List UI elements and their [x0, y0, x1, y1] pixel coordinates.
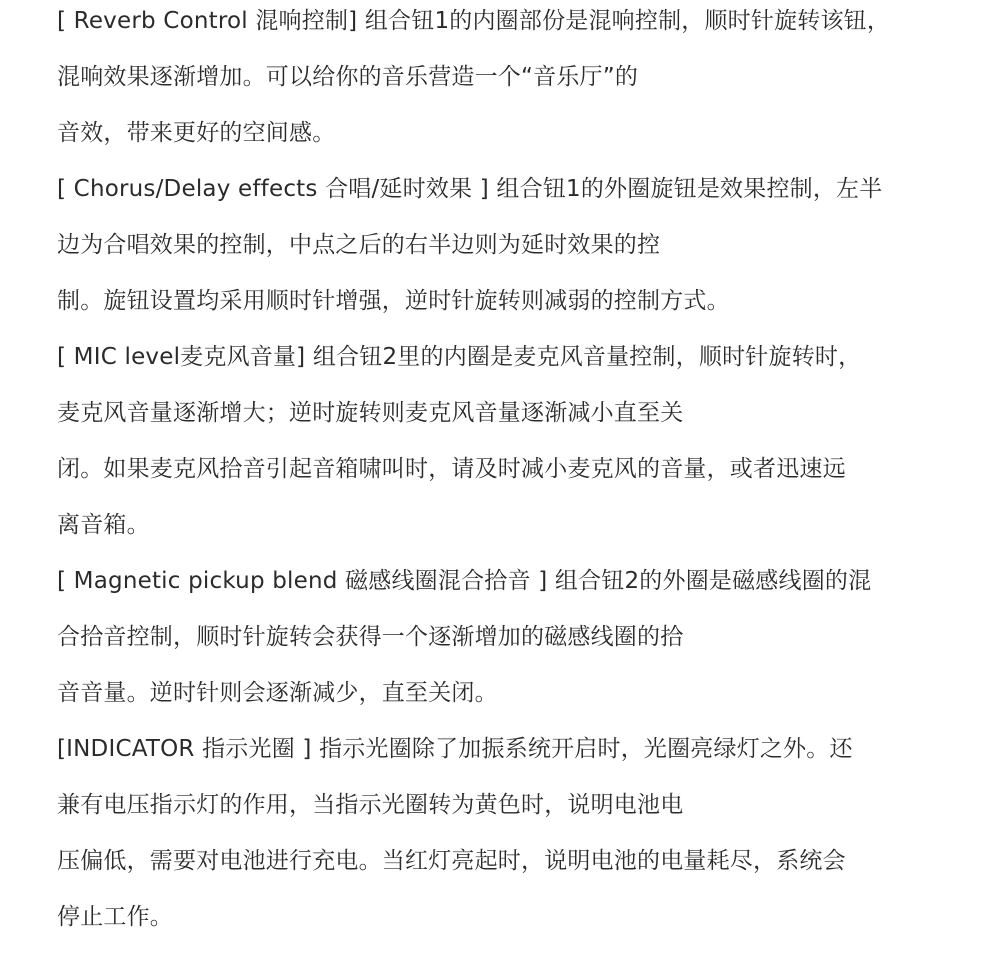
text-line: [ Reverb Control 混响控制] 组合钮1的内圈部份是混响控制，顺时针旋转该钮， [57, 8, 891, 34]
text-line: 音音量。逆时针则会逐渐减少，直至关闭。 [57, 680, 498, 706]
text-line: 边为合唱效果的控制，中点之后的右半边则为延时效果的控 [57, 232, 661, 258]
text-line: [INDICATOR 指示光圈 ] 指示光圈除了加振系统开启时，光圈亮绿灯之外。还 [57, 736, 853, 762]
text-line: 停止工作。 [57, 904, 173, 930]
text-line: [ Chorus/Delay effects 合唱/延时效果 ] 组合钮1的外圈旋钮是效果控制，左半 [57, 176, 883, 202]
text-line: 音效，带来更好的空间感。 [57, 120, 336, 146]
text-line: 压偏低，需要对电池进行充电。当红灯亮起时，说明电池的电量耗尽，系统会 [57, 848, 846, 874]
document-body [57, 0, 957, 952]
text-line: 麦克风音量逐渐增大；逆时旋转则麦克风音量逐渐减小直至关 [57, 400, 684, 426]
text-line: 离音箱。 [57, 512, 150, 538]
text-line: [ MIC level麦克风音量] 组合钮2里的内圈是麦克风音量控制，顺时针旋转时， [57, 344, 862, 370]
text-line: [ Magnetic pickup blend 磁感线圈混合拾音 ] 组合钮2的外圈是磁感线圈的混 [57, 568, 872, 594]
text-line: 混响效果逐渐增加。可以给你的音乐营造一个“音乐厅”的 [57, 64, 639, 90]
text-line: 闭。如果麦克风拾音引起音箱啸叫时，请及时减小麦克风的音量，或者迅速远 [57, 456, 846, 482]
text-line: 合拾音控制，顺时针旋转会获得一个逐渐增加的磁感线圈的拾 [57, 624, 684, 650]
text-line: 制。旋钮设置均采用顺时针增强，逆时针旋转则减弱的控制方式。 [57, 288, 730, 314]
text-line: 兼有电压指示灯的作用，当指示光圈转为黄色时，说明电池电 [57, 792, 684, 818]
